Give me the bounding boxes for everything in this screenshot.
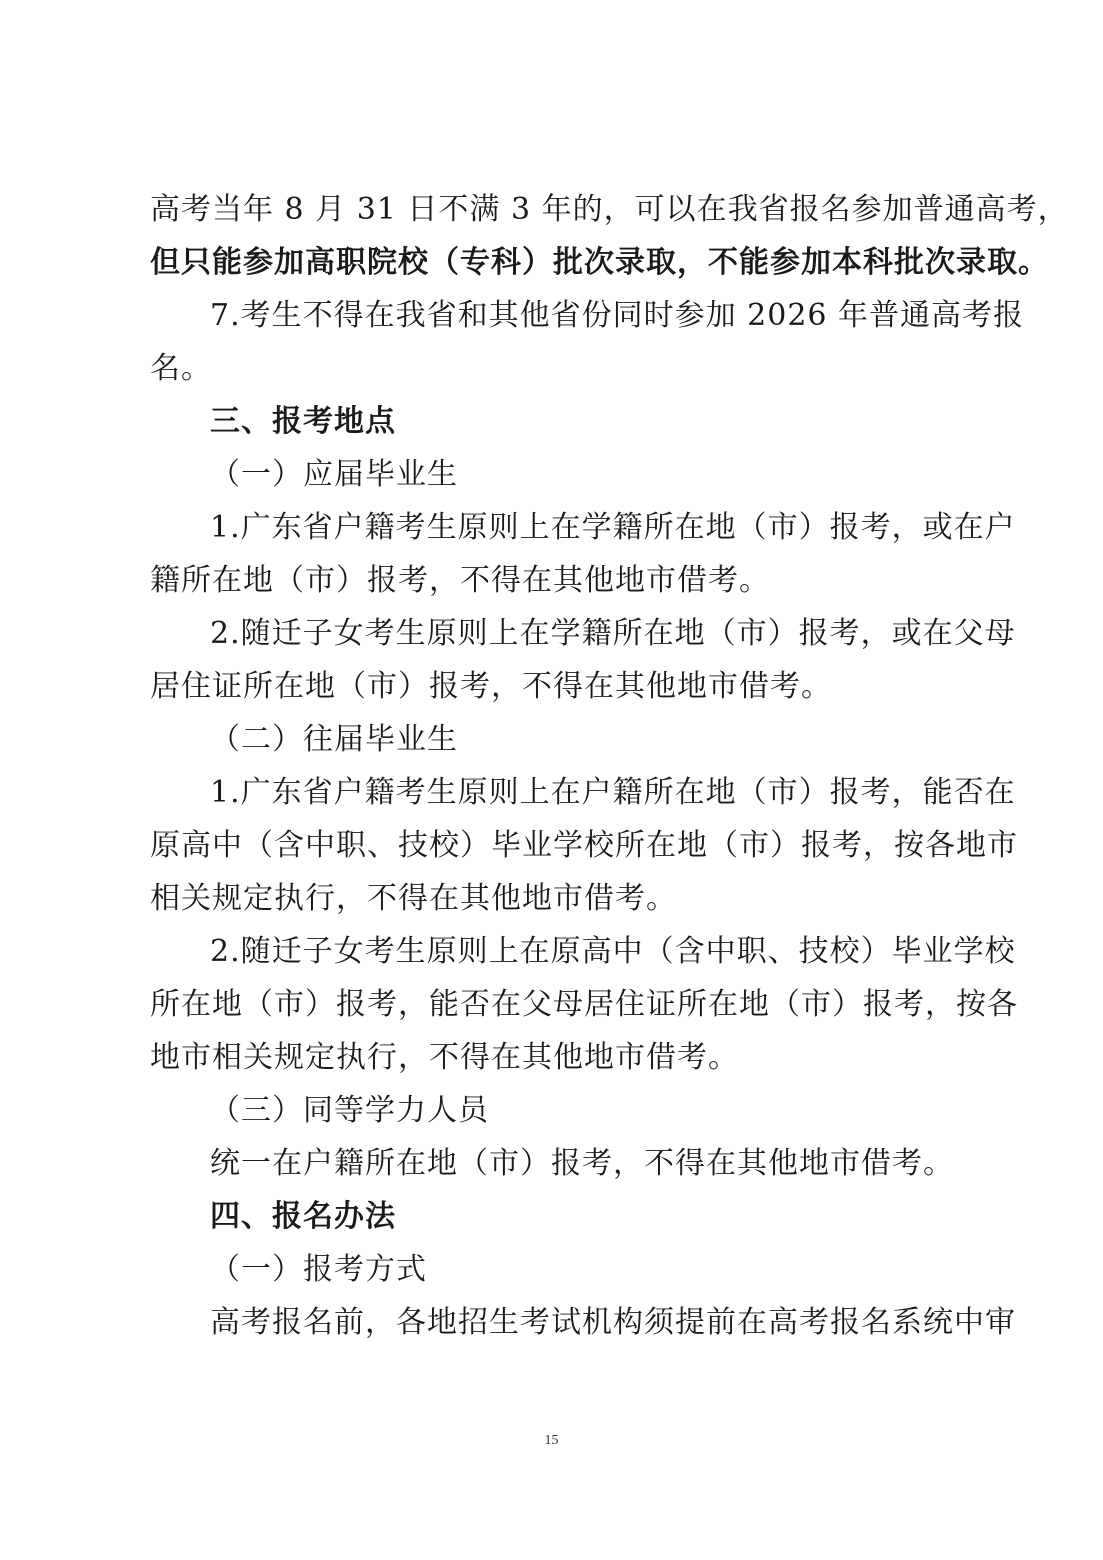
subsection-heading: （一）应届毕业生 (210, 457, 458, 492)
subsection-heading: （二）往届毕业生 (210, 722, 458, 757)
paragraph-line: 地市相关规定执行，不得在其他地市借考。 (150, 1040, 739, 1075)
subsection-heading: （一）报考方式 (210, 1252, 427, 1287)
paragraph-line: 相关规定执行，不得在其他地市借考。 (150, 881, 677, 916)
section-heading: 四、报名办法 (210, 1199, 396, 1234)
paragraph-line: 统一在户籍所在地（市）报考，不得在其他地市借考。 (210, 1146, 954, 1181)
paragraph-line: 原高中（含中职、技校）毕业学校所在地（市）报考，按各地市 (150, 828, 1018, 863)
paragraph-line: 高考报名前，各地招生考试机构须提前在高考报名系统中审 (210, 1305, 1016, 1340)
section-heading: 三、报考地点 (210, 404, 396, 439)
bold-paragraph-line: 但只能参加高职院校（专科）批次录取，不能参加本科批次录取。 (150, 245, 1049, 280)
paragraph-line: 高考当年 8 月 31 日不满 3 年的，可以在我省报名参加普通高考， (150, 192, 1069, 227)
paragraph-line: 2.随迁子女考生原则上在学籍所在地（市）报考，或在父母 (210, 616, 1016, 651)
paragraph-line: 籍所在地（市）报考，不得在其他地市借考。 (150, 563, 770, 598)
paragraph-line: 1.广东省户籍考生原则上在户籍所在地（市）报考，能否在 (210, 775, 1016, 810)
paragraph-line: 1.广东省户籍考生原则上在学籍所在地（市）报考，或在户 (210, 510, 1016, 545)
paragraph-line: 居住证所在地（市）报考，不得在其他地市借考。 (150, 669, 832, 704)
paragraph-line: 所在地（市）报考，能否在父母居住证所在地（市）报考，按各 (150, 987, 1018, 1022)
subsection-heading: （三）同等学力人员 (210, 1093, 489, 1128)
paragraph-line: 7.考生不得在我省和其他省份同时参加 2026 年普通高考报 (210, 298, 1025, 333)
page-number: 15 (544, 1433, 559, 1448)
paragraph-line: 2.随迁子女考生原则上在原高中（含中职、技校）毕业学校 (210, 934, 1016, 969)
paragraph-line: 名。 (150, 351, 212, 386)
